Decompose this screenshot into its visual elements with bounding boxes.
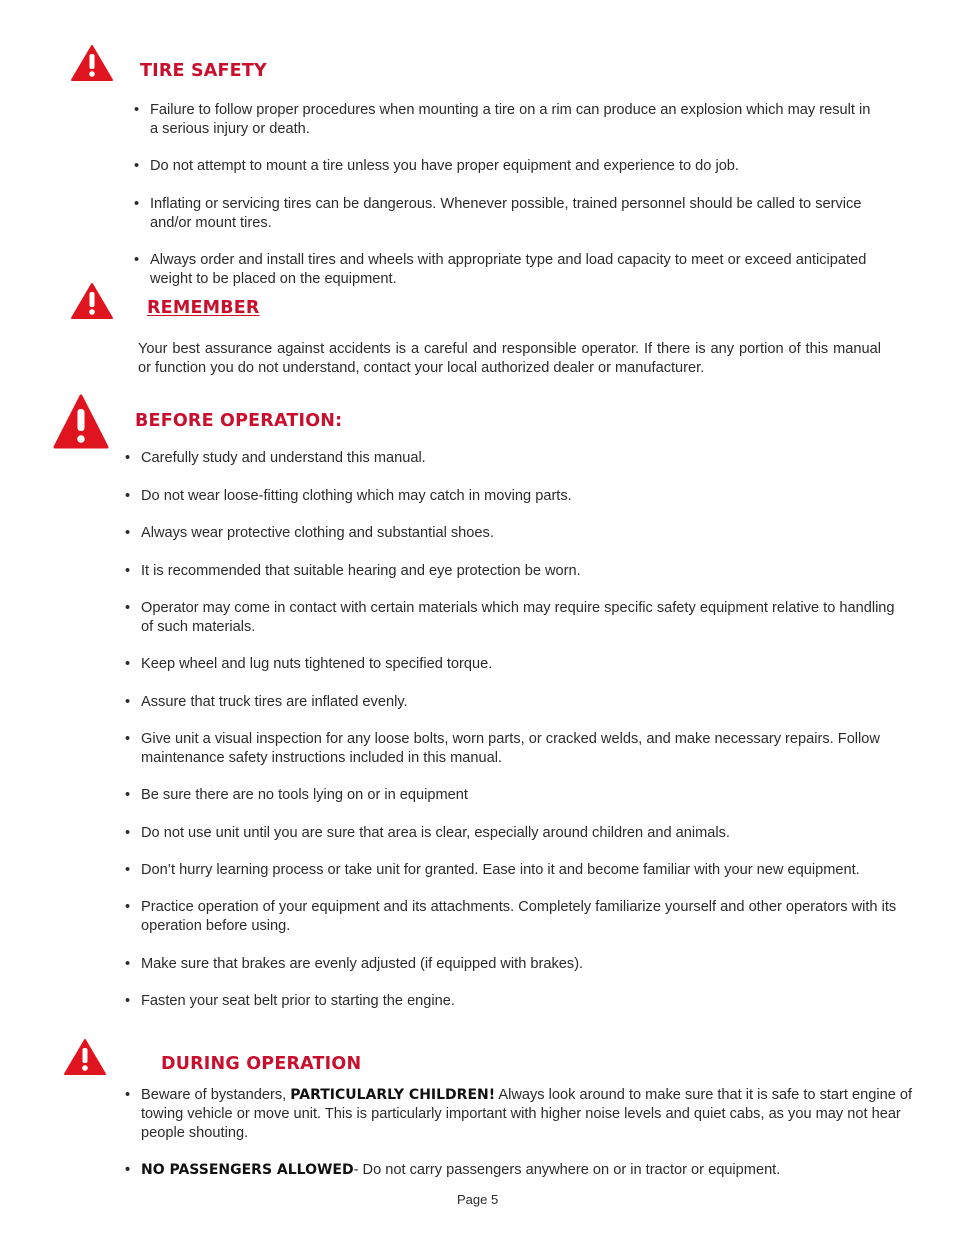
- bullet-dot: •: [125, 1162, 131, 1178]
- list-item-text: Give unit a visual inspection for any loose bolts, worn parts, or cracked welds, and make necessary repairs. Follow maintenance safety instructions included in this manual.: [141, 731, 880, 766]
- list-item-text: Make sure that brakes are evenly adjusted (if equipped with brakes).: [141, 956, 584, 972]
- list-item: [125, 992, 915, 1011]
- bullet-dot: •: [134, 102, 140, 118]
- list-item-text: Do not wear loose-fitting clothing which may catch in moving parts.: [141, 488, 572, 504]
- list-item: [125, 824, 915, 843]
- list-item-text-suffix: Always look around to make sure that it is safe to start engine of towing vehicle or move unit. This is particularly important with higher noise levels and quiet cabs, as you may not hear people shouting.: [141, 1087, 913, 1141]
- list-item-text: Operator may come in contact with certain materials which may require specific safety equipment relative to handling of such materials.: [141, 600, 895, 635]
- emphasis-text: NO PASSENGERS ALLOWED: [141, 1162, 354, 1178]
- list-item: [125, 562, 915, 581]
- warning-triangle-icon: [52, 393, 110, 456]
- bullet-dot: •: [125, 450, 131, 466]
- bullet-dot: •: [125, 694, 131, 710]
- list-item-text: Always order and install tires and wheels with appropriate type and load capacity to meet or exceed anticipated weight to be placed on the equipment.: [150, 252, 867, 287]
- list-item: [134, 157, 874, 176]
- bullet-dot: •: [125, 1087, 131, 1103]
- bullet-dot: •: [125, 563, 131, 579]
- bullet-dot: •: [134, 196, 140, 212]
- list-item: [125, 524, 915, 543]
- list-item: [125, 861, 925, 880]
- list-item-text: It is recommended that suitable hearing and eye protection be worn.: [141, 563, 581, 579]
- list-item-text-prefix: Beware of bystanders,: [141, 1087, 291, 1103]
- bullet-dot: •: [125, 993, 131, 1009]
- list-item: [125, 599, 895, 637]
- list-item-text: Don’t hurry learning process or take unit for granted. Ease into it and become familiar with your new equipment.: [141, 862, 860, 878]
- bullet-dot: •: [125, 525, 131, 541]
- warning-triangle-icon: [63, 1038, 107, 1081]
- list-item-text: Do not use unit until you are sure that area is clear, especially around children and animals.: [141, 825, 730, 841]
- list-item: [125, 730, 895, 768]
- bullet-dot: •: [125, 488, 131, 504]
- warning-triangle-icon: [70, 44, 114, 87]
- list-item: [125, 487, 915, 506]
- bullet-dot: •: [134, 252, 140, 268]
- list-item-text: Do not attempt to mount a tire unless you have proper equipment and experience to do job.: [150, 158, 739, 174]
- list-item-text: Keep wheel and lug nuts tightened to specified torque.: [141, 656, 493, 672]
- remember-paragraph: Your best assurance against accidents is a careful and responsible operator. If there is any portion of this manual or function you do not understand, contact your local authorized dealer or manufacturer.: [138, 341, 881, 376]
- list-item-text: Practice operation of your equipment and its attachments. Completely familiarize yourself and other operators with its operation before using.: [141, 899, 897, 934]
- list-item-text-suffix: - Do not carry passengers anywhere on or in tractor or equipment.: [353, 1162, 781, 1178]
- bullet-dot: •: [125, 787, 131, 803]
- bullet-dot: •: [125, 899, 131, 915]
- remember-heading: REMEMBER: [147, 298, 260, 318]
- list-item: [125, 693, 915, 712]
- warning-triangle-icon: [70, 282, 114, 325]
- list-item-text: Failure to follow proper procedures when mounting a tire on a rim can produce an explosion which may result in a serious injury or death.: [150, 102, 871, 137]
- list-item: [125, 898, 905, 936]
- tire-safety-heading: TIRE SAFETY: [140, 61, 267, 81]
- list-item-text: Assure that truck tires are inflated evenly.: [141, 694, 408, 710]
- list-item: [134, 195, 874, 233]
- list-item-text: Inflating or servicing tires can be dangerous. Whenever possible, trained personnel should be called to service and/or mount tires.: [150, 196, 862, 231]
- list-item-text: Be sure there are no tools lying on or in equipment: [141, 787, 468, 803]
- list-item: [125, 449, 915, 468]
- bullet-dot: •: [125, 862, 131, 878]
- list-item-text: Fasten your seat belt prior to starting the engine.: [141, 993, 455, 1009]
- list-item: [125, 655, 915, 674]
- bullet-dot: •: [125, 731, 131, 747]
- list-item: [125, 786, 915, 805]
- list-item-text: [125, 1086, 915, 1143]
- bullet-dot: •: [125, 956, 131, 972]
- list-item-text: [125, 1161, 915, 1180]
- bullet-dot: •: [134, 158, 140, 174]
- list-item-text: Carefully study and understand this manual.: [141, 450, 426, 466]
- list-item: [134, 101, 874, 139]
- list-item: [125, 1161, 915, 1180]
- bullet-dot: •: [125, 656, 131, 672]
- emphasis-text: PARTICULARLY CHILDREN!: [290, 1087, 496, 1103]
- during-operation-heading: DURING OPERATION: [161, 1054, 362, 1074]
- before-operation-heading: BEFORE OPERATION:: [135, 411, 343, 431]
- list-item: [134, 251, 874, 289]
- page-number: Page 5: [457, 1192, 499, 1207]
- list-item: [125, 955, 915, 974]
- list-item: [125, 1086, 915, 1143]
- bullet-dot: •: [125, 825, 131, 841]
- list-item-text: Always wear protective clothing and substantial shoes.: [141, 525, 494, 541]
- bullet-dot: •: [125, 600, 131, 616]
